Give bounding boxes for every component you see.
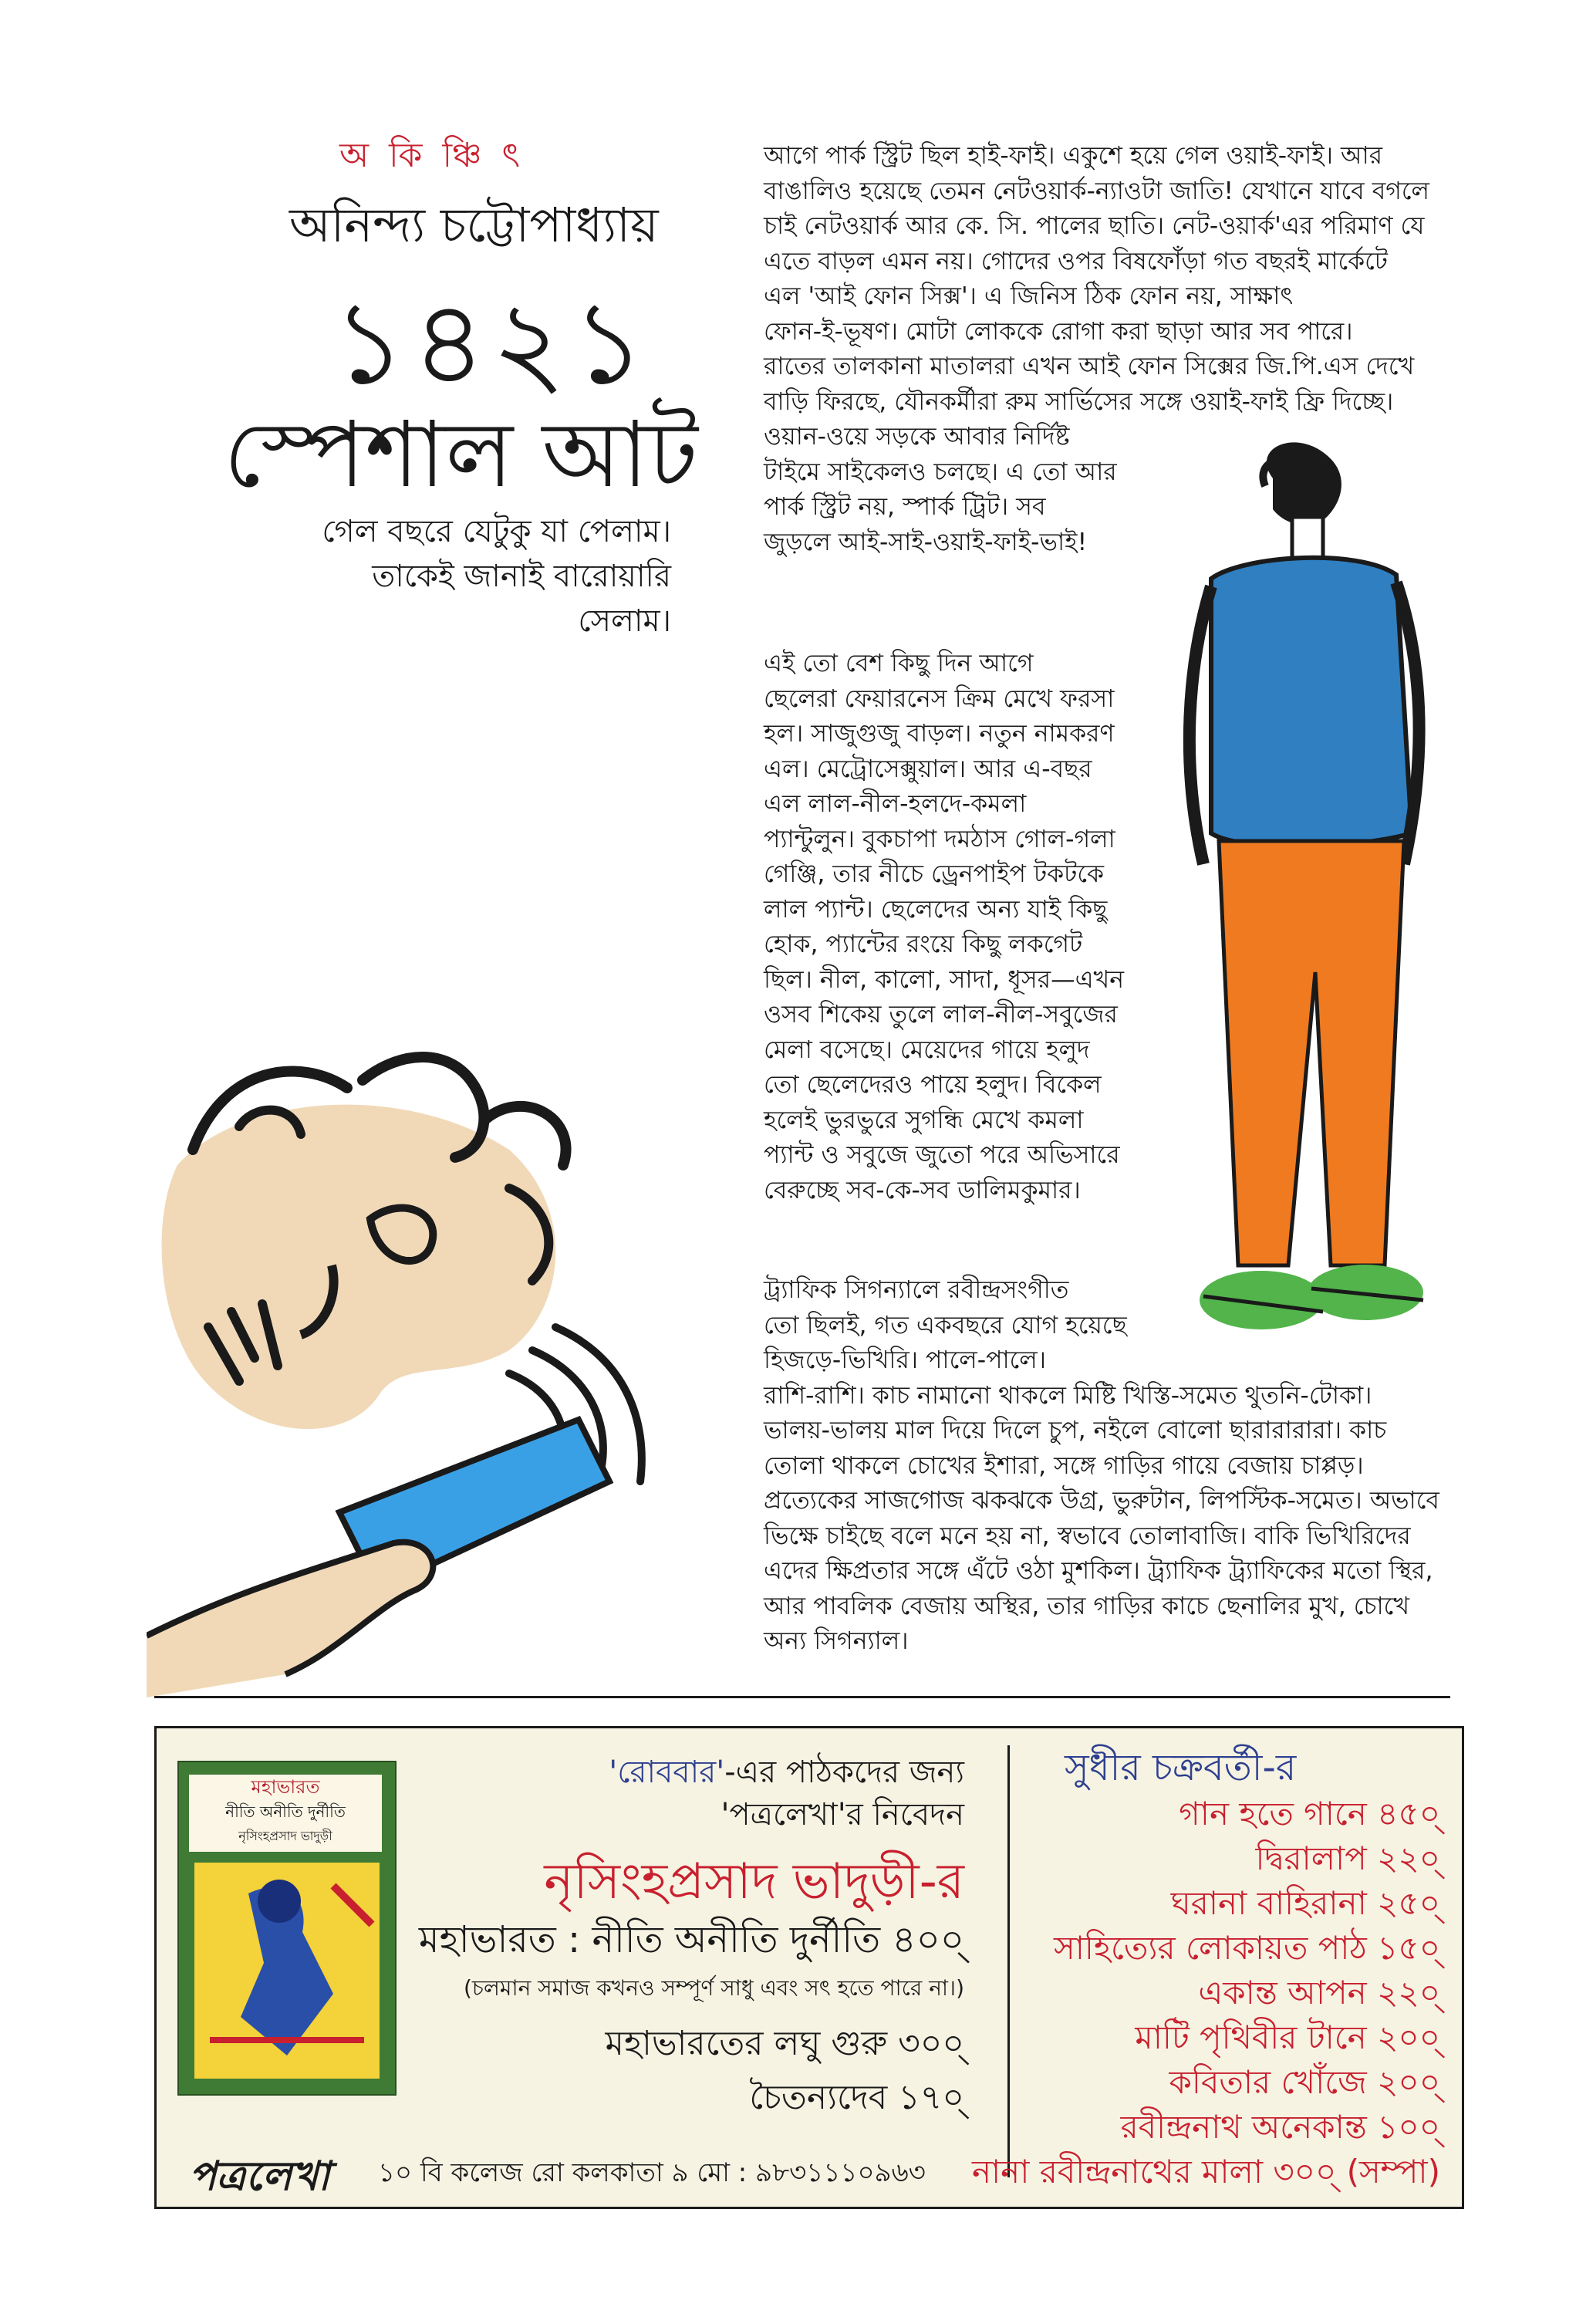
tagline xyxy=(278,509,671,643)
ad-book-1: মহাভারত : নীতি অনীতি দুর্নীতি ৪০০্ xyxy=(418,1918,964,1961)
right-book-item: সাহিত্যের লোকায়ত পাঠ ১৫০্ xyxy=(1053,1929,1440,1967)
title-main: স্পেশাল আট xyxy=(224,401,698,508)
publisher-logo: পত্রলেখা xyxy=(189,2153,330,2200)
tagline-line-2: তাকেই জানাই বারোয়ারি সেলাম। xyxy=(372,559,671,639)
ad-column-divider xyxy=(1007,1745,1010,2177)
title-year: ১৪২১ xyxy=(332,276,651,410)
ad-book-2: মহাভারতের লঘু গুরু ৩০০্ xyxy=(605,2024,964,2063)
phone-user-illustration xyxy=(147,1034,733,1713)
right-book-item: রবীন্দ্রনাথ অনেকান্ত ১০০্ xyxy=(1120,2108,1440,2146)
ad-readers-quote: 'রোববার' xyxy=(609,1755,725,1790)
right-book-item: ঘরানা বাহিরানা ২৫০্ xyxy=(1170,1884,1440,1922)
right-book-item: দ্বিরালাপ ২২০্ xyxy=(1255,1839,1440,1877)
series-name: অ কি ঞ্চি ৎ xyxy=(339,136,525,175)
man-trousers xyxy=(1219,841,1404,1265)
article-paragraph-1: আগে পার্ক স্ট্রিট ছিল হাই-ফাই। একুশে হয়ে গেল ওয়াই-ফাই। আর বাঙালিও হয়েছে তেমন নেটওয়ার্ক-ন্যাওটা জাতি! যেখানে যাবে বগলে চাই নেটওয়ার্ক আর কে. সি. পালের ছাতি। নেট-ওয়ার্ক'এর পরিমাণ যে এতে বাড়ল এমন নয়। গোদের ওপর বিষফোঁড়া গত বছরই মার্কেটে এল 'আই ফোন সিক্স'। এ জিনিস ঠিক ফোন নয়, সাক্ষাৎ ফোন-ই-ভূষণ। মোটা লোককে রোগা করা ছাড়া আর সব পারে। রাতের তালকানা মাতালরা এখন আই ফোন সিক্সের জি.পি.এস দেখে বাড়ি ফিরছে, যৌনকর্মীরা রুম সার্ভিসের সঙ্গে ওয়াই-ফাই ফ্রি দিচ্ছে। ওয়ান-ওয়ে সড়কে আবার নির্দিষ্ট টাইমে সাইকেলও চলছে। এ তো আর পার্ক স্ট্রিট নয়, স্পার্ক ট্রিট। সব জুড়লে আই-সাই-ওয়াই-ফাই-ভাই! xyxy=(764,142,1430,556)
book-cover-author: নৃসিংহপ্রসাদ ভাদুড়ী xyxy=(238,1829,332,1843)
right-book-item: কবিতার খোঁজে ২০০্ xyxy=(1169,2063,1440,2101)
right-book-item: মাটি পৃথিবীর টানে ২০০্ xyxy=(1135,2018,1440,2056)
article-paragraph-2: এই তো বেশ কিছু দিন আগে ছেলেরা ফেয়ারনেস ক্রিম মেখে ফরসা হল। সাজুগুজু বাড়ল। নতুন নামকরণ এল। মেট্রোসেক্সুয়াল। আর এ-বছর এল লাল-নীল-হলদে-কমলা প্যান্টুলুন। বুকচাপা দমঠাস গোল-গলা গেঞ্জি, তার নীচে ড্রেনপাইপ টকটকে লাল প্যান্ট। ছেলেদের অন্য যাই কিছু হোক, প্যান্টের রংয়ে কিছু লকগেট ছিল। নীল, কালো, সাদা, ধূসর—এখন ওসব শিকেয় তুলে লাল-নীল-সবুজের মেলা বসেছে। মেয়েদের গায়ে হলুদ তো ছেলেদেরও পায়ে হলুদ। বিকেল হলেই ভুরভুরে সুগন্ধি মেখে কমলা প্যান্ট ও সবুজে জুতো পরে অভিসারে বেরুচ্ছে সব-কে-সব ডালিমকুমার। xyxy=(764,650,1125,1204)
right-book-item: গান হতে গানে ৪৫০্ xyxy=(1179,1795,1440,1833)
publisher-address: ১০ বি কলেজ রো কলকাতা ৯ মো : ৯৮৩১১১০৯৬৩ xyxy=(378,2157,926,2188)
man-shoe-left xyxy=(1200,1271,1323,1329)
author-name: অনিন্দ্য চট্টোপাধ্যায় xyxy=(289,197,659,253)
book-cover-title xyxy=(189,1775,382,1852)
tagline-line-1: গেল বছরে যেটুকু যা পেলাম। xyxy=(322,514,671,549)
man-illustration xyxy=(1157,432,1435,1373)
ad-author-name: নৃসিংহপ্রসাদ ভাদুড়ী-র xyxy=(544,1853,964,1910)
book-cover-subtitle: নীতি অনীতি দুর্নীতি xyxy=(225,1802,346,1821)
right-book-item: নানা রবীন্দ্রনাথের মালা ৩০০্ (সম্পা) xyxy=(971,2153,1440,2191)
ad-readers-rest: -এর পাঠকদের জন্য xyxy=(724,1755,964,1790)
ad-right-author: সুধীর চক্রবর্তী-র xyxy=(1065,1746,1297,1789)
ad-book-1-note: (চলমান সমাজ কখনও সম্পূর্ণ সাধু এবং সৎ হতে পারে না।) xyxy=(464,1975,964,2001)
book-cover-title-text: মহাভারত xyxy=(251,1776,320,1798)
section-divider xyxy=(154,1696,1450,1698)
ad-offer-line: 'পত্রলেখা'র নিবেদন xyxy=(721,1797,964,1833)
man-shirt xyxy=(1211,558,1412,846)
man-arm-left xyxy=(1190,586,1211,864)
article-paragraph-3: ট্র্যাফিক সিগন্যালে রবীন্দ্রসংগীত তো ছিলই, গত একবছরে যোগ হয়েছে হিজড়ে-ভিখিরি। পালে-পালে। রাশি-রাশি। কাচ নামানো থাকলে মিষ্টি খিস্তি-সমেত থুতনি-টোকা। ভালয়-ভালয় মাল দিয়ে দিলে চুপ, নইলে বোলো ছারারারারা। কাচ তোলা থাকলে চোখের ইশারা, সঙ্গে গাড়ির গায়ে বেজায় চাপ্পড়। প্রত্যেকের সাজগোজ ঝকঝকে উগ্র, ভুরুটান, লিপস্টিক-সমেত। অভাবে ভিক্ষে চাইছে বলে মনে হয় না, স্বভাবে তোলাবাজি। বাকি ভিখিরিদের এদের ক্ষিপ্রতার সঙ্গে এঁটে ওঠা মুশকিল। ট্র্যাফিক ট্র্যাফিকের মতো স্থির, আর পাবলিক বেজায় অস্থির, তার গাড়ির কাচে ছেনালির মুখ, চোখে অন্য সিগন্যাল। xyxy=(764,1276,1439,1655)
face xyxy=(162,1105,556,1429)
ad-book-3: চৈতন্যদেব ১৭০্ xyxy=(749,2078,964,2117)
right-book-item: একান্ত আপন ২২০্ xyxy=(1198,1974,1440,2012)
man-head xyxy=(1267,442,1341,525)
